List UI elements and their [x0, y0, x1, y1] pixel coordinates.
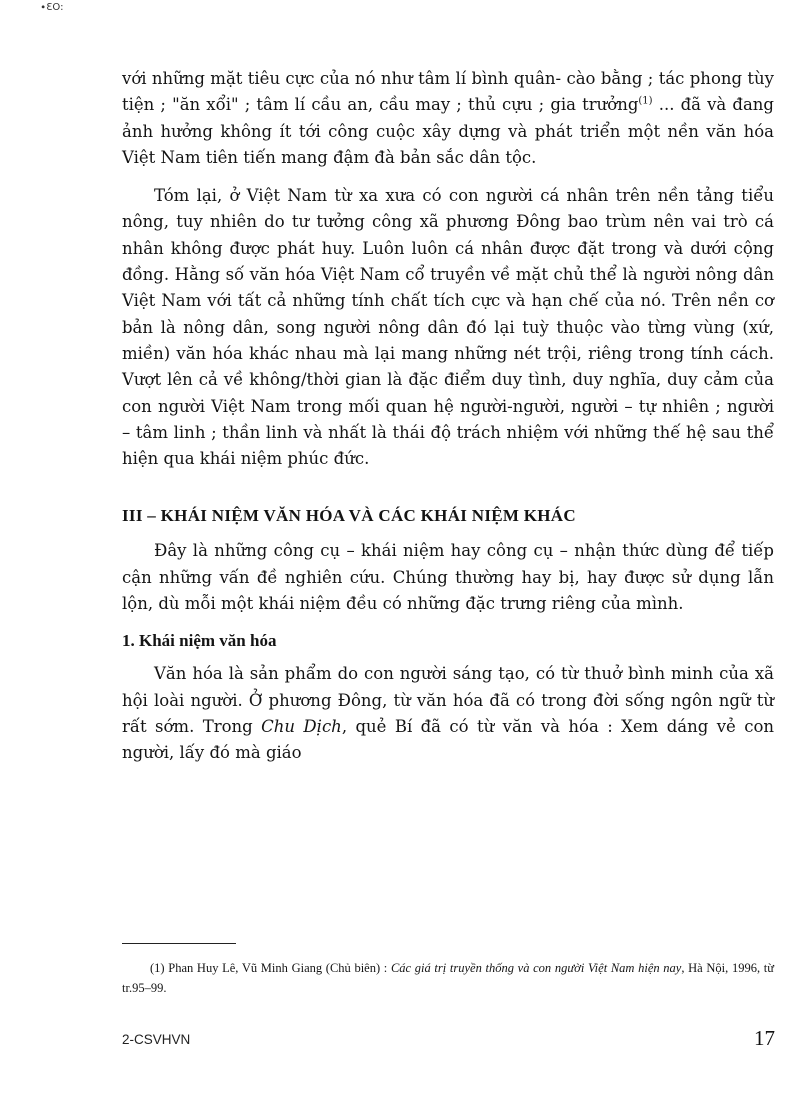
- footnote-tail: , Hà Nội, 1996, từ tr.95–99.: [122, 961, 774, 995]
- paragraph-continuation-tail: ... đã và đang ảnh hưởng không ít tới công cuộc xây dựng và phát triển một nền văn hóa Việt Nam tiên tiến mang đậm đà bản sắc dân tộc.: [122, 95, 774, 167]
- footnote-lead: (1) Phan Huy Lê, Vũ Minh Giang (Chủ biên) :: [150, 961, 391, 975]
- page-number: 17: [754, 1026, 775, 1050]
- signature-code: 2-CSVHVN: [122, 1032, 191, 1047]
- culture-paragraph-end: , quẻ Bí đã có từ văn và hóa : Xem dáng vẻ con người, lấy đó mà giáo: [122, 716, 775, 763]
- footnote-divider: [122, 943, 236, 944]
- paragraph-continuation-text: với những mặt tiêu cực của nó như tâm lí bình quân- cào bằng ; tác phong tùy tiện ; "ăn xổi" ; tâm lí cầu an, cầu may ; thủ cựu ; gia trưởng: [122, 69, 774, 115]
- page-body: [122, 66, 774, 781]
- culture-paragraph-start: Văn hóa là sản phẩm do con người sáng tạo, có từ thuở bình minh của xã hội loài người. Ở phương Đông, từ văn hóa đã có trong đời sống ngôn ngữ từ rất sớm. Trong: [122, 664, 774, 736]
- book-title: Chu Dịch: [261, 716, 342, 736]
- paragraph-continuation: [122, 66, 774, 171]
- paragraph-summary: Tóm lại, ở Việt Nam từ xa xưa có con người cá nhân trên nền tảng tiểu nông, tuy nhiên do tư tưởng công xã phương Đông bao trùm nên vai trò cá nhân không được phát huy. Luôn luôn cá nhân được đặt trong và dưới cộng đồng. Hằng số văn hóa Việt Nam cổ truyền về mặt chủ thể là người nông dân Việt Nam với tất cả những tính chất tích cực và hạn chế của nó. Trên nền cơ bản là nông dân, song người nông dân đó lại tuỳ thuộc vào từng vùng (xứ, miền) văn hóa khác nhau mà lại mang những nét trội, riêng trong tính cách. Vượt lên cả về không/thời gian là đặc điểm duy tình, duy nghĩa, duy cảm của con người Việt Nam trong mối quan hệ người-người, người – tự nhiên ; người – tâm linh ; thần linh và nhất là thái độ trách nhiệm với những thế hệ sau thể hiện qua khái niệm phúc đức.: [122, 186, 774, 469]
- page-corner-mark: ∙ƐO:: [40, 2, 64, 13]
- footnote-title: Các giá trị truyền thống và con người Việt Nam hiện nay: [390, 961, 682, 975]
- section-heading: III – KHÁI NIỆM VĂN HÓA VÀ CÁC KHÁI NIỆM KHÁC: [122, 506, 576, 526]
- section-intro-paragraph: Đây là những công cụ – khái niệm hay công cụ – nhận thức dùng để tiếp cận những vấn đề nghiên cứu. Chúng thường hay bị, hay được sử dụng lẫn lộn, dù mỗi một khái niệm đều có những đặc trưng riêng của mình.: [122, 541, 774, 614]
- footnote-reference[interactable]: (1): [638, 95, 653, 107]
- subsection-heading: 1. Khái niệm văn hóa: [122, 631, 277, 651]
- culture-paragraph: [122, 661, 774, 766]
- footnote: [122, 958, 774, 998]
